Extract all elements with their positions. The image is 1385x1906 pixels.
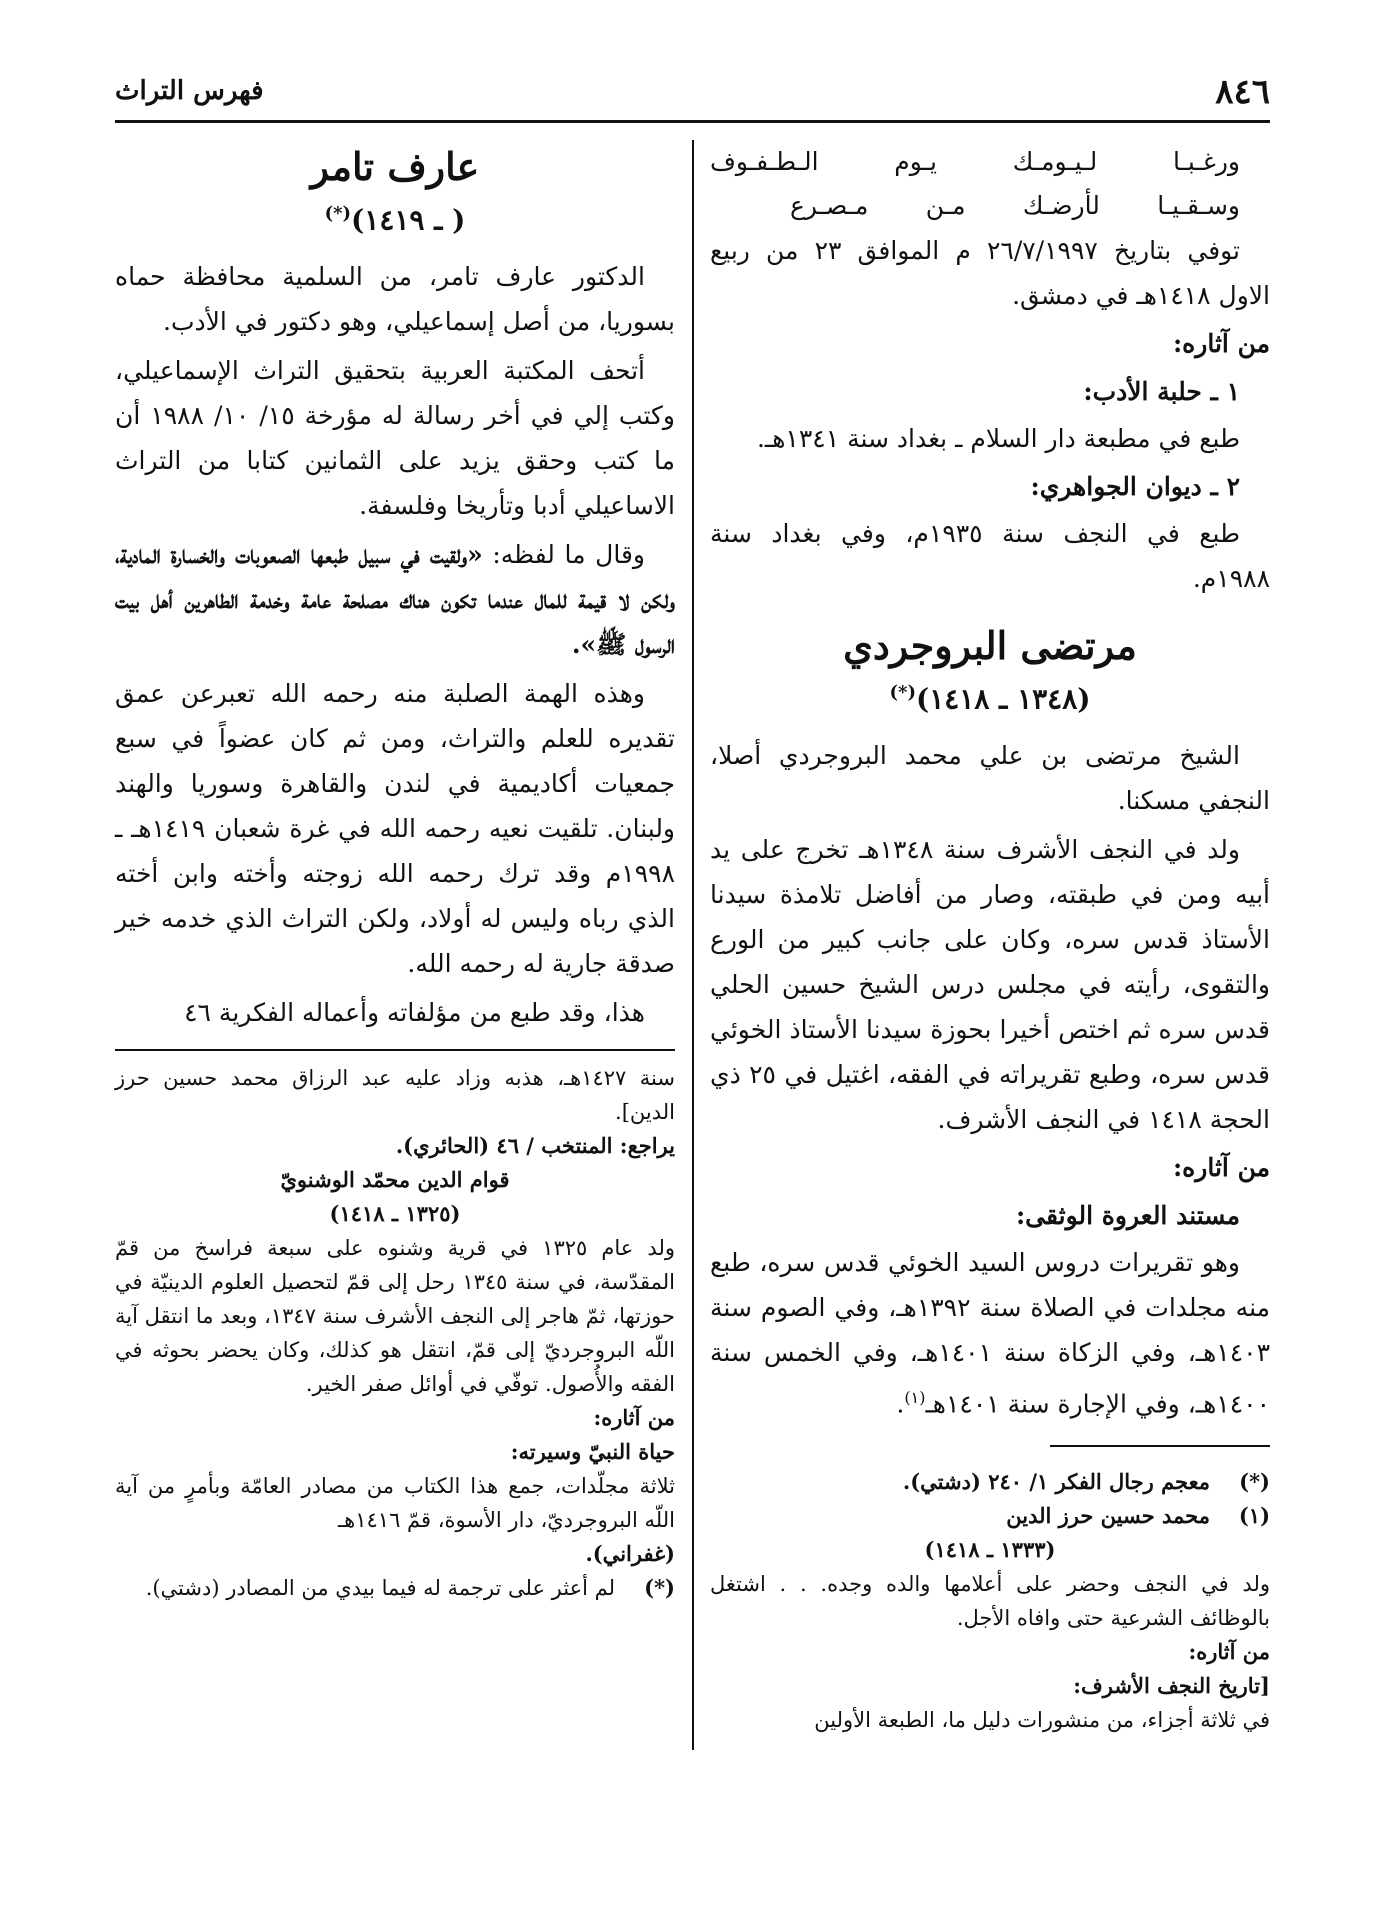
refs-text: المنتخب / ٤٦ (الحائري). (395, 1133, 613, 1159)
footnote-works-heading: من آثاره: (593, 1405, 675, 1431)
bio1-paragraph-4: وهذه الهمة الصلبة منه رحمه الله تعبرعن عمق تقديره للعلم والتراث، ومن ثم كان عضواً في سبع جمعيات أكاديمية في لندن والقاهرة وسوريا والهند ولبنان. تلقيت نعيه رحمه الله في غرة شعبان ١٤١٩هـ ـ ١٩٩٨م وقد ترك رحمه الله زوجته وأخته وابن أخته الذي رباه وليس له أولاد، ولكن التراث الذي خدمه خير صدقة جارية له رحمه الله. (115, 679, 676, 979)
bio2-work-title: مستند العروة الوثقى: (1015, 1201, 1240, 1231)
bio1-paragraph-1: الدكتور عارف تامر، من السلمية محافظة حماه بسوريا، من أصل إسماعيلي، وهو دكتور في الأدب. (115, 262, 675, 337)
poem-line-2: وسـقـيـا لأرضـك مـن مـصـرع (790, 191, 1240, 220)
left-column (115, 140, 675, 1605)
bio-dates-text: (١٣٤٨ ـ ١٤١٨) (915, 682, 1091, 716)
footnote-work-title: حياة النبيّ وسيرته: (510, 1439, 675, 1465)
bio2-work-desc-text: وهو تقريرات دروس السيد الخوئي قدس سره، طبع منه مجلدات في الصلاة سنة ١٣٩٢هـ، وفي الصوم سنة ١٤٠٣هـ، وفي الزكاة سنة ١٤٠١هـ، وفي الخمس سنة ١٤٠٠هـ، وفي الإجارة سنة ١٤٠١هـ (710, 1248, 1271, 1419)
footnote-text: ولد عام ١٣٢٥ في قرية وشنوه على سبعة فراسخ من قمّ المقدّسة، في سنة ١٣٤٥ رحل إلى قمّ لتحصيل العلوم الدينيّة في حوزتها، ثمّ هاجر إلى النجف الأشرف سنة ١٣٤٧، وبعد ما انتقل آية اللّه البروجرديّ إلى قمّ، انتقل هو كذلك، وكان يحضر بحوثه في الفقه والأُصول. توفّي في أوائل صفر الخير. (115, 1236, 675, 1397)
footnote-name: محمد حسين حرز الدين (1006, 1502, 1210, 1528)
footnote-work-source: (غفراني). (585, 1541, 675, 1567)
page-header (115, 72, 1270, 116)
footnote-mark: (*) (1239, 1468, 1270, 1494)
footnote-mark: (١) (1238, 1502, 1270, 1528)
column-divider (692, 140, 694, 1750)
footnote-star-right (710, 1465, 1270, 1499)
footnote-works-heading: من آثاره: (1188, 1638, 1270, 1664)
bio2-works-heading: من آثاره: (1172, 1153, 1270, 1183)
footnote-work-desc: ثلاثة مجلّدات، جمع هذا الكتاب من مصادر العامّة وبأمرٍ من آية اللّه البروجرديّ، دار الأسوة، قمّ ١٤١٦هـ (115, 1474, 675, 1533)
work-desc-2: طبع في النجف سنة ١٩٣٥م، وفي بغداد سنة ١٩٨٨م. (710, 519, 1270, 593)
bio2-work-desc (710, 1240, 1270, 1426)
work-title-1: ١ ـ حلبة الأدب: (1083, 377, 1240, 406)
poem (710, 140, 1270, 228)
footnote-rule-left (115, 1049, 675, 1051)
footnote-dates: (١٣٢٥ ـ ١٤١٨) (329, 1201, 461, 1227)
works-heading: من آثاره: (1172, 329, 1270, 358)
death-note: توفي بتاريخ ٢٦/٧/١٩٩٧ م الموافق ٢٣ من ربيع الاول ١٤١٨هـ في دمشق. (710, 236, 1270, 310)
footnote-text: معجم رجال الفكر ١/ ٢٤٠ (دشتي). (902, 1468, 1210, 1494)
footnote-text: لم أعثر على ترجمة له فيما بيدي من المصادر (دشتي). (145, 1576, 615, 1601)
footnote-1-right (710, 1499, 1270, 1533)
refs-label: يراجع: (612, 1133, 675, 1159)
footnote-work-desc: في ثلاثة أجزاء، من منشورات دليل ما، الطبعة الأولين (814, 1707, 1270, 1732)
bio2-paragraph-1: الشيخ مرتضى بن علي محمد البروجردي أصلا، النجفي مسكنا. (710, 741, 1270, 816)
footnote-rule-right (1050, 1445, 1270, 1447)
right-column (710, 140, 1270, 1737)
footnote-mark: (*) (644, 1575, 675, 1601)
bio1-paragraph-3 (115, 532, 675, 667)
bio1-paragraph-2: أتحف المكتبة العربية بتحقيق التراث الإسماعيلي، وكتب إلي في أخر رسالة له مؤرخة ١٥/ ١٠/ ١٩٨٨ أن ما كتب وحقق يزيد على الثمانين كتابا من التراث الاساعيلي أدبا وتأريخا وفلسفة. (115, 356, 675, 521)
running-title: فهرس التراث (115, 76, 264, 106)
bio-name-boroujerdi: مرتضى البروجردي (843, 623, 1137, 668)
footnote-star-left (115, 1571, 675, 1605)
footnote-continuation: سنة ١٤٢٧هـ، هذبه وزاد عليه عبد الرزاق محمد حسين حرز الدين]. (115, 1066, 675, 1125)
work-desc-1: طبع في مطبعة دار السلام ـ بغداد سنة ١٣٤١هـ. (756, 424, 1240, 453)
work-title-2: ٢ ـ ديوان الجواهري: (1030, 472, 1240, 501)
quote-text: «ولقيت في سبيل طبعها الصعوبات والخسارة المادية، ولكن لا قيمة للمال عندما تكون هناك مصلحة عامة وخدمة الطاهرين أهل بيت الرسول ﷺ». (115, 540, 675, 660)
bio2-paragraph-2: ولد في النجف الأشرف سنة ١٣٤٨هـ تخرج على يد أبيه ومن في طبقته، وصار من أفاضل تلامذة سيدنا الأستاذ قدس سره، وكان على جانب كبير من الورع والتقوى، رأيته في مجلس درس الشيخ حسين الحلي قدس سره ثم اختص أخيرا بحوزة سيدنا الأستاذ الخوئي قدس سره، وطبع تقريراته في الفقه، اغتيل في ٢٥ ذي الحجة ١٤١٨ في النجف الأشرف. (710, 835, 1271, 1135)
header-rule (115, 120, 1270, 123)
bio2-work-desc-end: . (896, 1389, 905, 1419)
bio-dates-boroujerdi (710, 673, 1270, 719)
footnote-refs (115, 1129, 675, 1163)
bio-name-tamer: عارف تامر (310, 144, 480, 189)
footnote-ref-1: (١) (904, 1388, 926, 1408)
bio-dates-tamer (115, 194, 675, 240)
bio-dates-text: ( ـ ١٤١٩) (351, 203, 466, 237)
page-number: ٨٤٦ (1215, 72, 1270, 112)
poem-line-1: ورغـبـا لـيـومـك يـوم الـطـفـوف (710, 147, 1240, 176)
footnote-work-title: [تاريخ النجف الأشرف: (1073, 1672, 1270, 1698)
footnote-dates: (١٣٣٣ ـ ١٤١٨) (924, 1536, 1056, 1562)
bio-dates-mark: (*) (889, 682, 916, 703)
bio1-paragraph-5: هذا، وقد طبع من مؤلفاته وأعماله الفكرية ٤٦ (184, 998, 645, 1028)
bio-dates-mark: (*) (324, 203, 352, 224)
quote-intro: وقال ما لفظه: (482, 540, 645, 570)
footnote-name: قوام الدين محمّد الوشنويّ (280, 1167, 510, 1193)
footnote-text: ولد في النجف وحضر على أعلامها والده وجده. . . اشتغل بالوظائف الشرعية حتى وافاه الأجل. (710, 1571, 1270, 1630)
